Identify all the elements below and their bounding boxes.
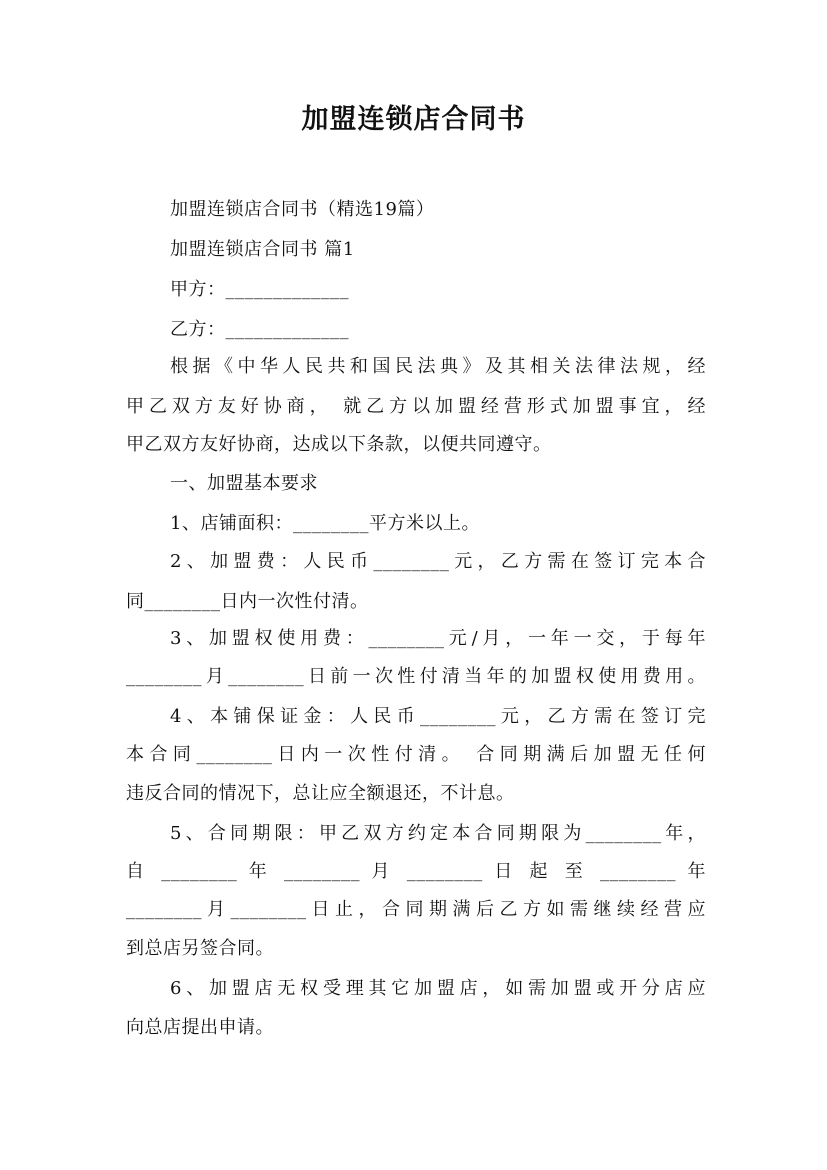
paragraph-line: 甲乙双方友好协商，达成以下条款，以便共同遵守。 [126,434,552,455]
paragraph-line: 根据《中华人民共和国民法典》及其相关法律法规，经 [170,356,706,377]
party-b-line: 乙方：_____________ [170,319,349,340]
clause-line: 3、加盟权使用费：________元/月，一年一交，于每年 [170,628,706,649]
clause-line: 违反合同的情况下，总让应全额退还，不计息。 [126,783,515,804]
clause-line: 5、合同期限：甲乙双方约定本合同期限为________年， [170,823,706,844]
clause-line: ________月________日前一次性付清当年的加盟权使用费用。 [126,666,706,687]
section-heading: 加盟连锁店合同书 篇1 [170,239,355,260]
clause-line: 自 ________ 年 ________ 月 ________ 日 起 至 ________ 年 [126,861,706,882]
clause-heading: 一、加盟基本要求 [170,473,318,494]
clause-line: 本合同________日内一次性付清。 合同期满后加盟无任何 [126,744,706,765]
party-a-line: 甲方：_____________ [170,279,349,300]
clause-line: 1、店铺面积：________平方米以上。 [170,513,480,534]
clause-line: 向总店提出申请。 [126,1017,274,1038]
clause-line: ________月________日止，合同期满后乙方如需继续经营应 [126,899,706,920]
clause-line: 同________日内一次性付清。 [126,591,369,612]
paragraph-line: 甲乙双方友好协商， 就乙方以加盟经营形式加盟事宜，经 [126,396,706,417]
document-title: 加盟连锁店合同书 [301,104,526,135]
clause-line: 到总店另签合同。 [126,938,274,959]
clause-line: 4、本铺保证金：人民币________元，乙方需在签订完 [170,706,706,727]
clause-line: 6、加盟店无权受理其它加盟店，如需加盟或开分店应 [170,978,706,999]
clause-line: 2、加盟费：人民币________元，乙方需在签订完本合 [170,551,706,572]
subtitle-line: 加盟连锁店合同书（精选19篇） [170,199,435,220]
